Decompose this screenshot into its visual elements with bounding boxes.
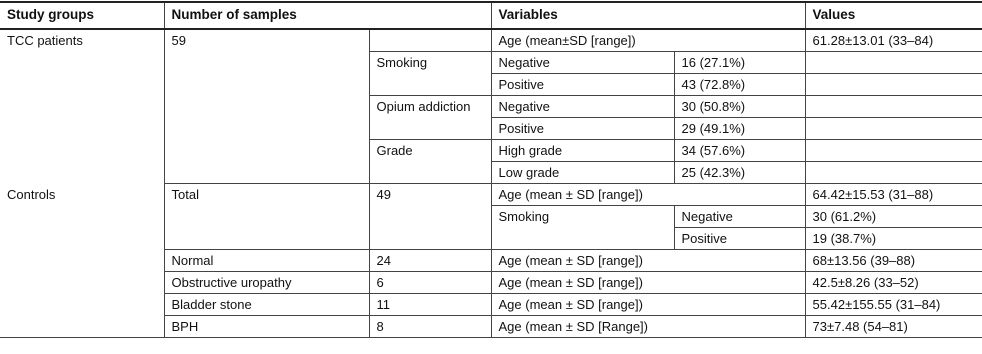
subgroup-value: 68±13.56 (39–88) [805, 250, 982, 272]
header-study-groups: Study groups [0, 2, 164, 29]
subgroup-label: BPH [164, 316, 369, 338]
tcc-smoking-neg-label: Negative [491, 52, 674, 74]
tcc-smoking-pos-value: 43 (72.8%) [674, 74, 805, 96]
tcc-n-cell: 59 [164, 29, 369, 184]
controls-smoking-neg-label: Negative [674, 206, 805, 228]
subgroup-n: 24 [369, 250, 491, 272]
subgroup-n: 6 [369, 272, 491, 294]
tcc-age-label: Age (mean±SD [range]) [491, 29, 805, 52]
controls-group-cell: Controls [0, 184, 164, 338]
subgroup-label: Obstructive uropathy [164, 272, 369, 294]
header-values: Values [805, 2, 982, 29]
subgroup-variable: Age (mean ± SD [Range]) [491, 316, 805, 338]
table-row [0, 29, 982, 52]
subgroup-variable: Age (mean ± SD [range]) [491, 272, 805, 294]
study-groups-table [0, 1, 982, 338]
tcc-opium-label: Opium addiction [369, 96, 491, 140]
controls-total-age-value: 64.42±15.53 (31–88) [805, 184, 982, 206]
tcc-opium-pos-value: 29 (49.1%) [674, 118, 805, 140]
tcc-grade-low-value: 25 (42.3%) [674, 162, 805, 184]
tcc-smoking-pos-label: Positive [491, 74, 674, 96]
tcc-grade-high-value: 34 (57.6%) [674, 140, 805, 162]
controls-smoking-label: Smoking [491, 206, 674, 250]
subgroup-variable: Age (mean ± SD [range]) [491, 294, 805, 316]
tcc-grade-high-label: High grade [491, 140, 674, 162]
subgroup-n: 8 [369, 316, 491, 338]
subgroup-variable: Age (mean ± SD [range]) [491, 250, 805, 272]
controls-smoking-neg-value: 30 (61.2%) [805, 206, 982, 228]
subgroup-value: 42.5±8.26 (33–52) [805, 272, 982, 294]
controls-total-label: Total [164, 184, 369, 250]
tcc-empty-cell [369, 29, 491, 52]
empty-value-cell [805, 74, 982, 96]
controls-total-n: 49 [369, 184, 491, 250]
table-header-row [0, 2, 982, 29]
tcc-opium-neg-value: 30 (50.8%) [674, 96, 805, 118]
table-row [0, 184, 982, 206]
tcc-smoking-label: Smoking [369, 52, 491, 96]
tcc-grade-label: Grade [369, 140, 491, 184]
subgroup-label: Bladder stone [164, 294, 369, 316]
subgroup-label: Normal [164, 250, 369, 272]
header-number-of-samples: Number of samples [164, 2, 491, 29]
tcc-opium-neg-label: Negative [491, 96, 674, 118]
empty-value-cell [805, 118, 982, 140]
controls-total-age-label: Age (mean ± SD [range]) [491, 184, 805, 206]
tcc-smoking-neg-value: 16 (27.1%) [674, 52, 805, 74]
empty-value-cell [805, 162, 982, 184]
tcc-group-cell: TCC patients [0, 29, 164, 184]
subgroup-n: 11 [369, 294, 491, 316]
header-variables: Variables [491, 2, 805, 29]
controls-smoking-pos-value: 19 (38.7%) [805, 228, 982, 250]
subgroup-value: 73±7.48 (54–81) [805, 316, 982, 338]
empty-value-cell [805, 96, 982, 118]
subgroup-value: 55.42±155.55 (31–84) [805, 294, 982, 316]
tcc-grade-low-label: Low grade [491, 162, 674, 184]
empty-value-cell [805, 52, 982, 74]
tcc-age-value: 61.28±13.01 (33–84) [805, 29, 982, 52]
controls-smoking-pos-label: Positive [674, 228, 805, 250]
tcc-opium-pos-label: Positive [491, 118, 674, 140]
empty-value-cell [805, 140, 982, 162]
